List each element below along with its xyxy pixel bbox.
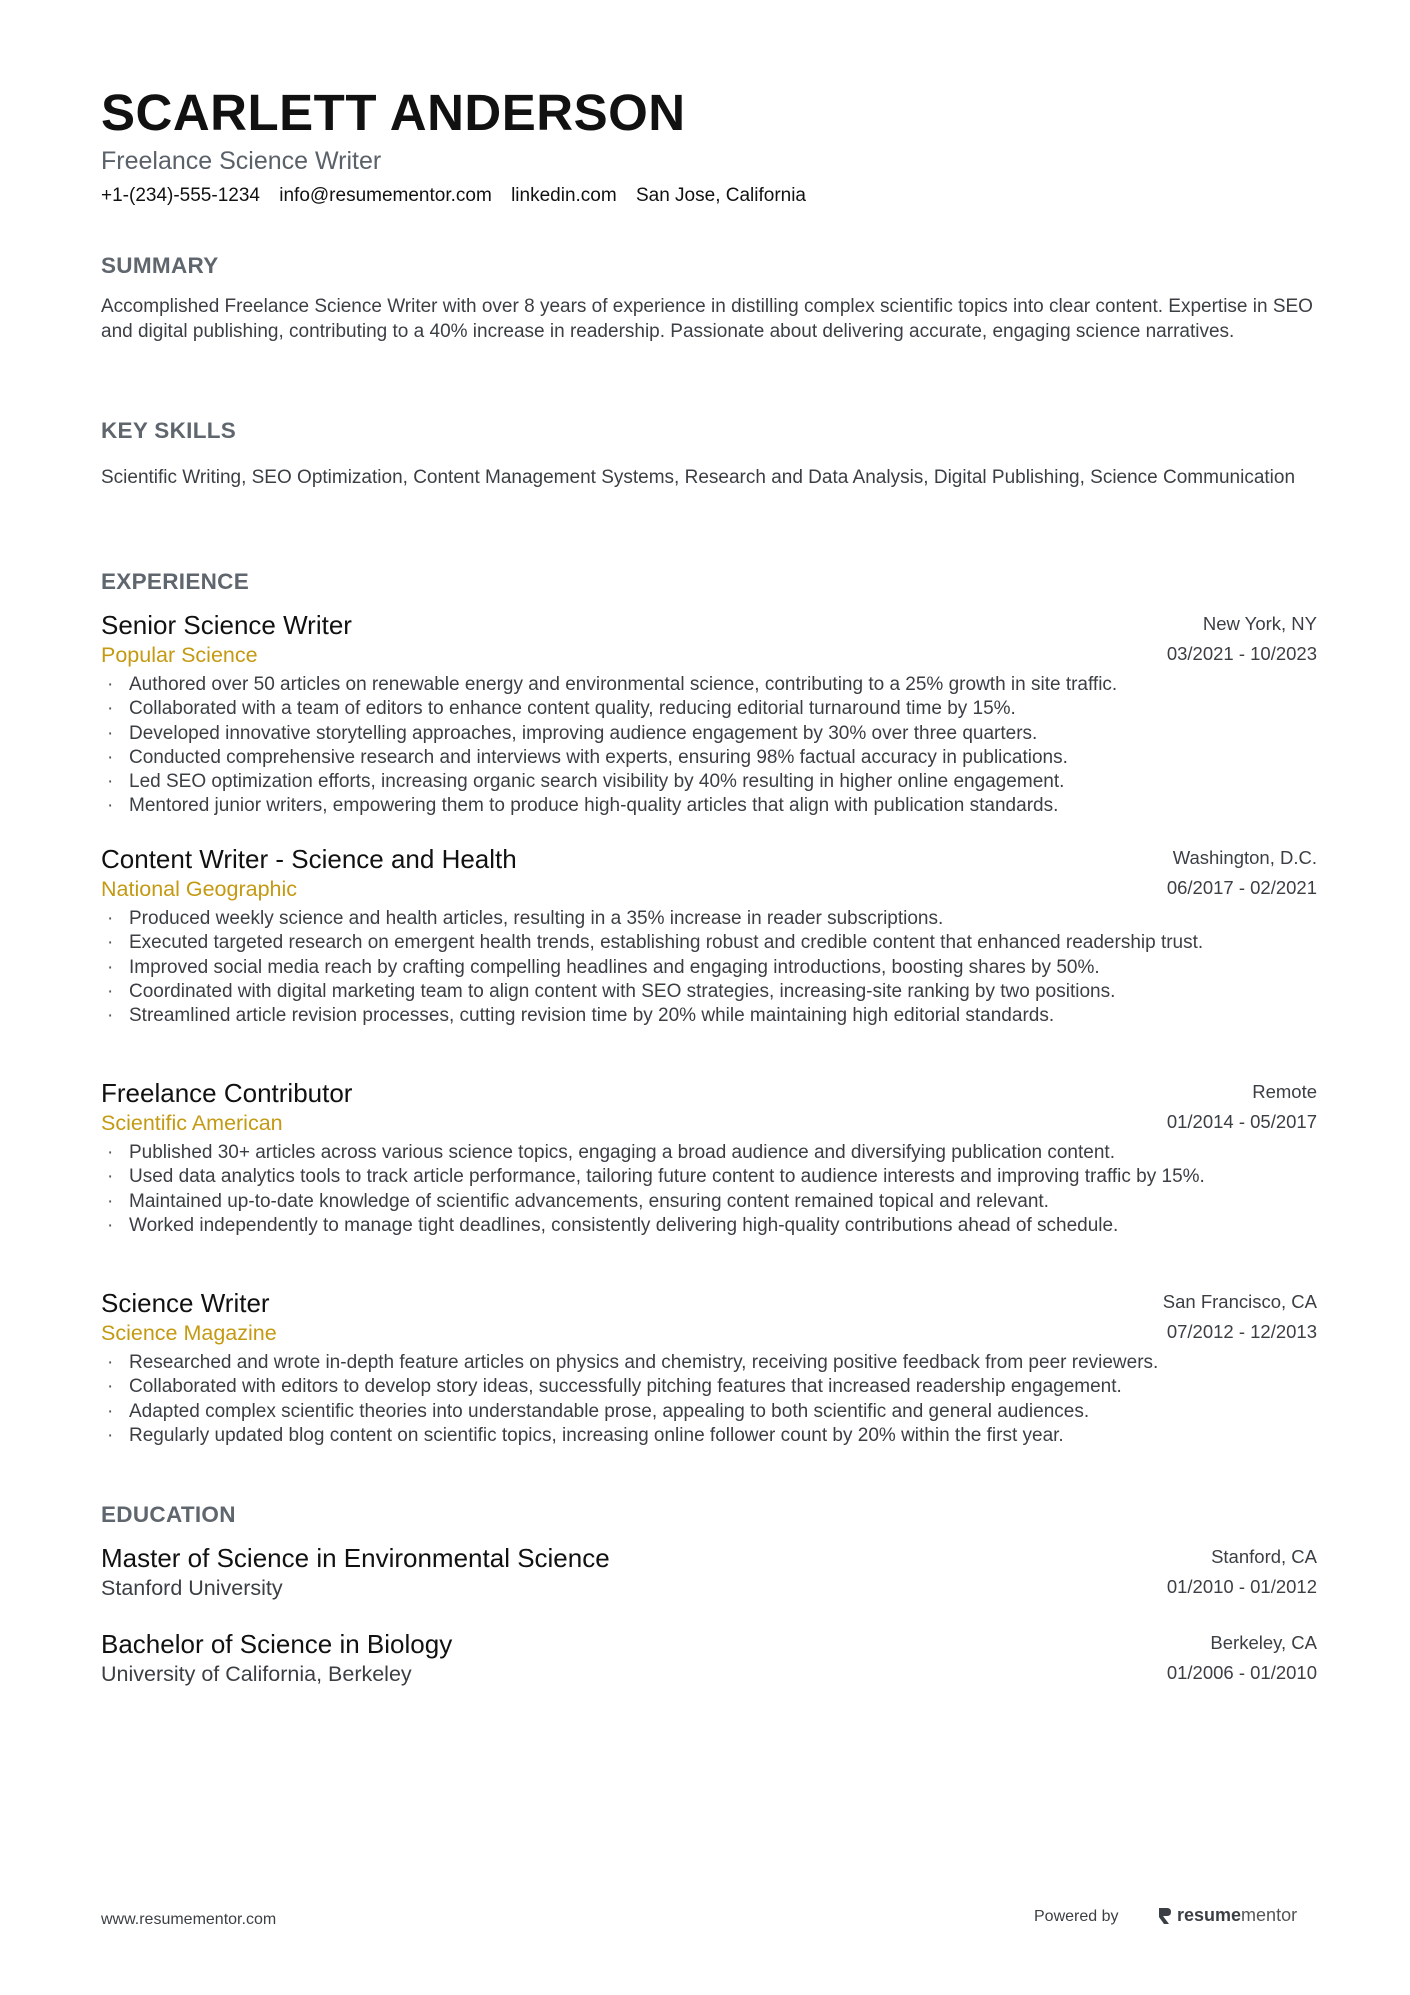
bullet-item: · Published 30+ articles across various science topics, engaging a broad audience and diversifying publication content. <box>101 1141 1317 1165</box>
job-meta <box>1163 1287 1317 1347</box>
brand-name-light: mentor <box>1241 1905 1298 1925</box>
experience-entry <box>101 1077 1317 1238</box>
job-bullets <box>101 1351 1317 1448</box>
job-meta <box>1167 609 1317 669</box>
candidate-name: SCARLETT ANDERSON <box>101 84 686 141</box>
education-meta <box>1167 1542 1317 1602</box>
education-dates: 01/2010 - 01/2012 <box>1166 1576 1317 1597</box>
job-bullets <box>101 673 1317 819</box>
footer-website-link[interactable]: www.resumementor.com <box>101 1911 277 1928</box>
brand-name-bold: resume <box>1177 1905 1242 1925</box>
company-name: Science Magazine <box>101 1321 277 1345</box>
job-bullets <box>101 1141 1317 1238</box>
summary-heading: SUMMARY <box>101 253 219 278</box>
job-dates: 01/2014 - 05/2017 <box>1166 1111 1317 1132</box>
location-text: San Jose, California <box>635 185 807 206</box>
job-location: Washington, D.C. <box>1172 847 1317 868</box>
education-meta <box>1167 1628 1317 1688</box>
company-name: Popular Science <box>101 643 258 667</box>
bullet-item: · Used data analytics tools to track article performance, tailoring future content to audience interests and improving traffic by 15%. <box>101 1165 1317 1189</box>
job-dates: 03/2021 - 10/2023 <box>1166 643 1317 664</box>
bullet-item: · Developed innovative storytelling approaches, improving audience engagement by 30% over three quarters. <box>101 722 1317 746</box>
school-name: Stanford University <box>101 1576 283 1600</box>
resumementor-logo-icon <box>1157 1906 1173 1926</box>
experience-entry <box>101 843 1317 1028</box>
bullet-item: · Coordinated with digital marketing team to align content with SEO strategies, increasing-site ranking by two positions. <box>101 980 1317 1004</box>
bullet-item: · Mentored junior writers, empowering them to produce high-quality articles that align with publication standards. <box>101 794 1317 818</box>
job-bullets <box>101 907 1317 1028</box>
bullet-item: · Executed targeted research on emergent health trends, establishing robust and credible content that enhanced readership trust. <box>101 931 1317 955</box>
experience-entry <box>101 1287 1317 1448</box>
degree-title: Master of Science in Environmental Science <box>101 1543 610 1573</box>
job-meta <box>1167 1077 1317 1137</box>
bullet-item: · Adapted complex scientific theories into understandable prose, appealing to both scientific and general audiences. <box>101 1400 1317 1424</box>
education-location: Berkeley, CA <box>1210 1632 1317 1653</box>
education-heading: EDUCATION <box>101 1502 236 1527</box>
company-name: National Geographic <box>101 877 298 901</box>
education-entry <box>101 1628 1317 1688</box>
powered-by-label: Powered by <box>1034 1908 1119 1925</box>
job-title: Content Writer - Science and Health <box>101 844 517 874</box>
skills-heading: KEY SKILLS <box>101 418 237 443</box>
bullet-item: · Researched and wrote in-depth feature articles on physics and chemistry, receiving positive feedback from peer reviewers. <box>101 1351 1317 1375</box>
linkedin-link[interactable]: linkedin.com <box>511 185 617 206</box>
company-name: Scientific American <box>101 1111 283 1135</box>
school-name: University of California, Berkeley <box>101 1662 412 1686</box>
bullet-item: · Authored over 50 articles on renewable energy and environmental science, contributing to a 25% growth in site traffic. <box>101 673 1317 697</box>
bullet-item: · Worked independently to manage tight deadlines, consistently delivering high-quality contributions ahead of schedule. <box>101 1214 1317 1238</box>
job-location: San Francisco, CA <box>1162 1291 1317 1312</box>
job-dates: 07/2012 - 12/2013 <box>1166 1321 1317 1342</box>
job-dates: 06/2017 - 02/2021 <box>1166 877 1317 898</box>
experience-heading: EXPERIENCE <box>101 569 250 594</box>
phone-text: +1-(234)-555-1234 <box>101 185 260 206</box>
candidate-role: Freelance Science Writer <box>101 147 382 175</box>
bullet-item: · Regularly updated blog content on scientific topics, increasing online follower count by 20% within the first year. <box>101 1424 1317 1448</box>
bullet-item: · Streamlined article revision processes, cutting revision time by 20% while maintaining high editorial standards. <box>101 1004 1317 1028</box>
brand-logo[interactable] <box>1157 1905 1297 1926</box>
job-location: Remote <box>1252 1081 1317 1102</box>
email-link[interactable]: info@resumementor.com <box>279 185 492 206</box>
job-title: Freelance Contributor <box>101 1078 353 1108</box>
education-location: Stanford, CA <box>1211 1546 1317 1567</box>
bullet-item: · Collaborated with a team of editors to enhance content quality, reducing editorial turnaround time by 15%. <box>101 697 1317 721</box>
bullet-item: · Maintained up-to-date knowledge of scientific advancements, ensuring content remained topical and relevant. <box>101 1190 1317 1214</box>
bullet-item: · Conducted comprehensive research and interviews with experts, ensuring 98% factual accuracy in publications. <box>101 746 1317 770</box>
job-location: New York, NY <box>1202 613 1317 634</box>
degree-title: Bachelor of Science in Biology <box>101 1629 453 1659</box>
education-entry <box>101 1542 1317 1602</box>
experience-entry <box>101 609 1317 819</box>
job-title: Senior Science Writer <box>101 610 352 640</box>
job-title: Science Writer <box>101 1288 270 1318</box>
job-meta <box>1167 843 1317 903</box>
bullet-item: · Produced weekly science and health articles, resulting in a 35% increase in reader subscriptions. <box>101 907 1317 931</box>
skills-text: Scientific Writing, SEO Optimization, Content Management Systems, Research and Data Analysis, Digital Publishing, Science Communication <box>101 467 1296 488</box>
bullet-item: · Improved social media reach by crafting compelling headlines and engaging introductions, boosting shares by 50%. <box>101 956 1317 980</box>
summary-text: Accomplished Freelance Science Writer with over 8 years of experience in distilling complex scientific topics into clear content. Expertise in SEO and digital publishing, contributing to a 40% increase in readership. Passionate about delivering accurate, engaging science narratives. <box>101 296 1313 342</box>
education-dates: 01/2006 - 01/2010 <box>1166 1662 1317 1683</box>
bullet-item: · Collaborated with editors to develop story ideas, successfully pitching features that increased readership engagement. <box>101 1375 1317 1399</box>
bullet-item: · Led SEO optimization efforts, increasing organic search visibility by 40% resulting in higher online engagement. <box>101 770 1317 794</box>
contact-line <box>101 183 820 209</box>
